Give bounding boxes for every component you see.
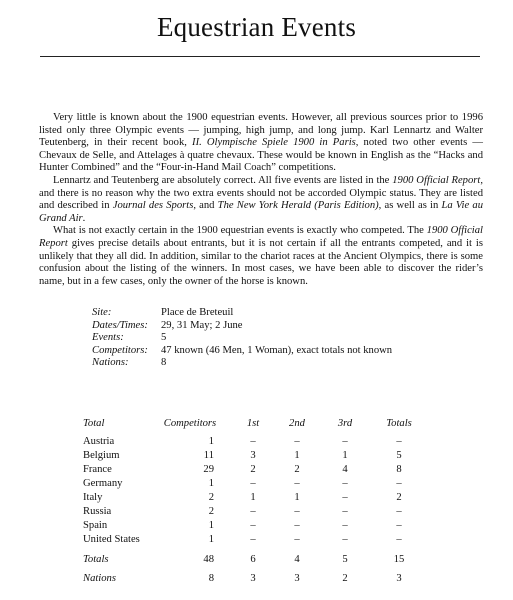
cell: 15 — [393, 554, 405, 565]
p2-c: , and — [193, 200, 218, 212]
cell: – — [294, 436, 300, 447]
col-header: 1st — [246, 418, 260, 429]
paragraph-1 — [39, 112, 483, 175]
table-row — [0, 506, 513, 518]
info-value: 8 — [161, 357, 167, 369]
cell: – — [342, 534, 348, 545]
table-row — [0, 478, 513, 490]
cell: – — [342, 478, 348, 489]
cell-nation: Italy — [83, 492, 103, 503]
p1-rest: , noted two other events — Chevaux de Selle, and Attelages à quatre chevaux. These would be known in English as the “Hacks and Hunter Combined” and the “Four-in-Hand Mail Coach” competitions. — [39, 137, 483, 174]
col-header: Competitors — [163, 418, 217, 429]
info-competitors — [92, 345, 392, 358]
cell-nation: France — [83, 464, 112, 475]
cell: 4 — [294, 554, 300, 565]
col-header: Totals — [386, 418, 412, 429]
cell: 1 — [294, 450, 300, 461]
cell: 1 — [342, 450, 348, 461]
cell: 2 — [208, 492, 214, 503]
cell: – — [294, 520, 300, 531]
cell: – — [396, 534, 402, 545]
totals-label: Totals — [83, 554, 109, 565]
cell-nation: Germany — [83, 478, 123, 489]
cell: – — [250, 520, 256, 531]
cell-nation: Austria — [83, 436, 115, 447]
cell: 1 — [208, 478, 214, 489]
cell: 5 — [342, 554, 348, 565]
p2-a: Lennartz and Teutenberg are absolutely correct. All five events are listed in the — [53, 174, 393, 186]
totals-row — [0, 554, 513, 566]
p3-report: 1900 Official Report — [39, 225, 483, 249]
cell: – — [396, 506, 402, 517]
p2-vie: La Vie au Grand Air — [39, 200, 483, 224]
p1-text: Very little is known about the 1900 equestrian events. However, all previous sources prior to 1996 listed only three Olympic events — jumping, high jump, and long jump. Karl Lennartz and Walter Teutenberg, in their recent book, — [39, 112, 483, 149]
body-text — [39, 112, 483, 288]
info-dates — [92, 320, 392, 333]
cell: 2 — [208, 506, 214, 517]
table-row — [0, 534, 513, 546]
p2-report: 1900 Official Report — [392, 174, 481, 186]
info-label: Events: — [92, 332, 124, 344]
col-header: 2nd — [289, 418, 305, 429]
info-label: Dates/Times: — [92, 319, 148, 331]
cell: 1 — [208, 534, 214, 545]
cell: – — [342, 436, 348, 447]
info-label: Competitors: — [92, 344, 148, 356]
cell-nation: Russia — [83, 506, 112, 517]
cell: – — [250, 506, 256, 517]
info-value: 47 known (46 Men, 1 Woman), exact totals not known — [161, 344, 393, 356]
info-site — [92, 307, 392, 320]
cell: – — [342, 520, 348, 531]
table-header — [0, 418, 513, 430]
cell: 2 — [294, 464, 300, 475]
cell: 5 — [396, 450, 402, 461]
nations-row — [0, 573, 513, 585]
cell: 3 — [294, 573, 300, 584]
cell: – — [396, 478, 402, 489]
cell-nation: Belgium — [83, 450, 120, 461]
cell: 3 — [250, 573, 256, 584]
p2-journal: Journal des Sports — [112, 200, 194, 212]
p1-book-title: II. Olympische Spiele 1900 in Paris — [192, 137, 356, 149]
cell: 1 — [294, 492, 300, 503]
paragraph-3 — [39, 225, 483, 288]
cell: 8 — [396, 464, 402, 475]
cell: 1 — [250, 492, 256, 503]
page-title: Equestrian Events — [156, 12, 357, 42]
info-value: 29, 31 May; 2 June — [161, 319, 243, 331]
cell: 1 — [208, 436, 214, 447]
cell: – — [250, 478, 256, 489]
title-rule — [40, 56, 480, 57]
cell: 2 — [250, 464, 256, 475]
info-events — [92, 332, 392, 345]
cell: 3 — [396, 573, 402, 584]
info-label: Nations: — [92, 357, 129, 369]
col-header: 3rd — [337, 418, 353, 429]
cell: – — [342, 506, 348, 517]
cell: 1 — [208, 520, 214, 531]
cell: 6 — [250, 554, 256, 565]
info-label: Site: — [92, 307, 112, 318]
p3-a: What is not exactly certain in the 1900 equestrian events is exactly who competed. The — [53, 225, 427, 237]
col-header: Total — [83, 418, 105, 429]
nations-label: Nations — [83, 573, 116, 584]
cell: 3 — [250, 450, 256, 461]
cell-nation: Spain — [83, 520, 108, 531]
cell: – — [294, 534, 300, 545]
cell: – — [294, 478, 300, 489]
cell: – — [250, 436, 256, 447]
table-row — [0, 464, 513, 476]
p2-b: , and there is no reason why the two extra events should not be accorded Olympic status. They are listed and described in — [39, 174, 484, 212]
cell: – — [250, 534, 256, 545]
cell: 2 — [396, 492, 402, 503]
cell: – — [396, 436, 402, 447]
event-info — [92, 307, 392, 370]
cell: – — [294, 506, 300, 517]
table-row — [0, 520, 513, 532]
table-row — [0, 436, 513, 448]
cell: 8 — [208, 573, 214, 584]
info-value: Place de Breteuil — [161, 307, 234, 318]
cell: 2 — [342, 573, 348, 584]
p2-herald: The New York Herald (Paris Edition) — [217, 200, 379, 212]
paragraph-2 — [39, 175, 483, 225]
table-row — [0, 450, 513, 462]
p3-b: gives precise details about entrants, but it is not certain if all the entrants competed, and it is unlikely that they all did. In addition, similar to the chariot races at the Ancient Olympics, there is some confusion about the listing of the winners. In most cases, we have been able to discover the rider’s name, but in a few cases, only the owner of the horse is known. — [39, 237, 483, 287]
cell-nation: United States — [83, 534, 140, 545]
cell: 48 — [203, 554, 214, 565]
cell: – — [342, 492, 348, 503]
cell: 29 — [203, 464, 214, 475]
info-nations — [92, 357, 392, 370]
table-row — [0, 492, 513, 504]
info-value: 5 — [161, 332, 167, 344]
cell: – — [396, 520, 402, 531]
cell: 11 — [203, 450, 214, 461]
cell: 4 — [342, 464, 348, 475]
p2-e: . — [82, 212, 86, 224]
p2-d: , as well as in — [378, 200, 442, 212]
